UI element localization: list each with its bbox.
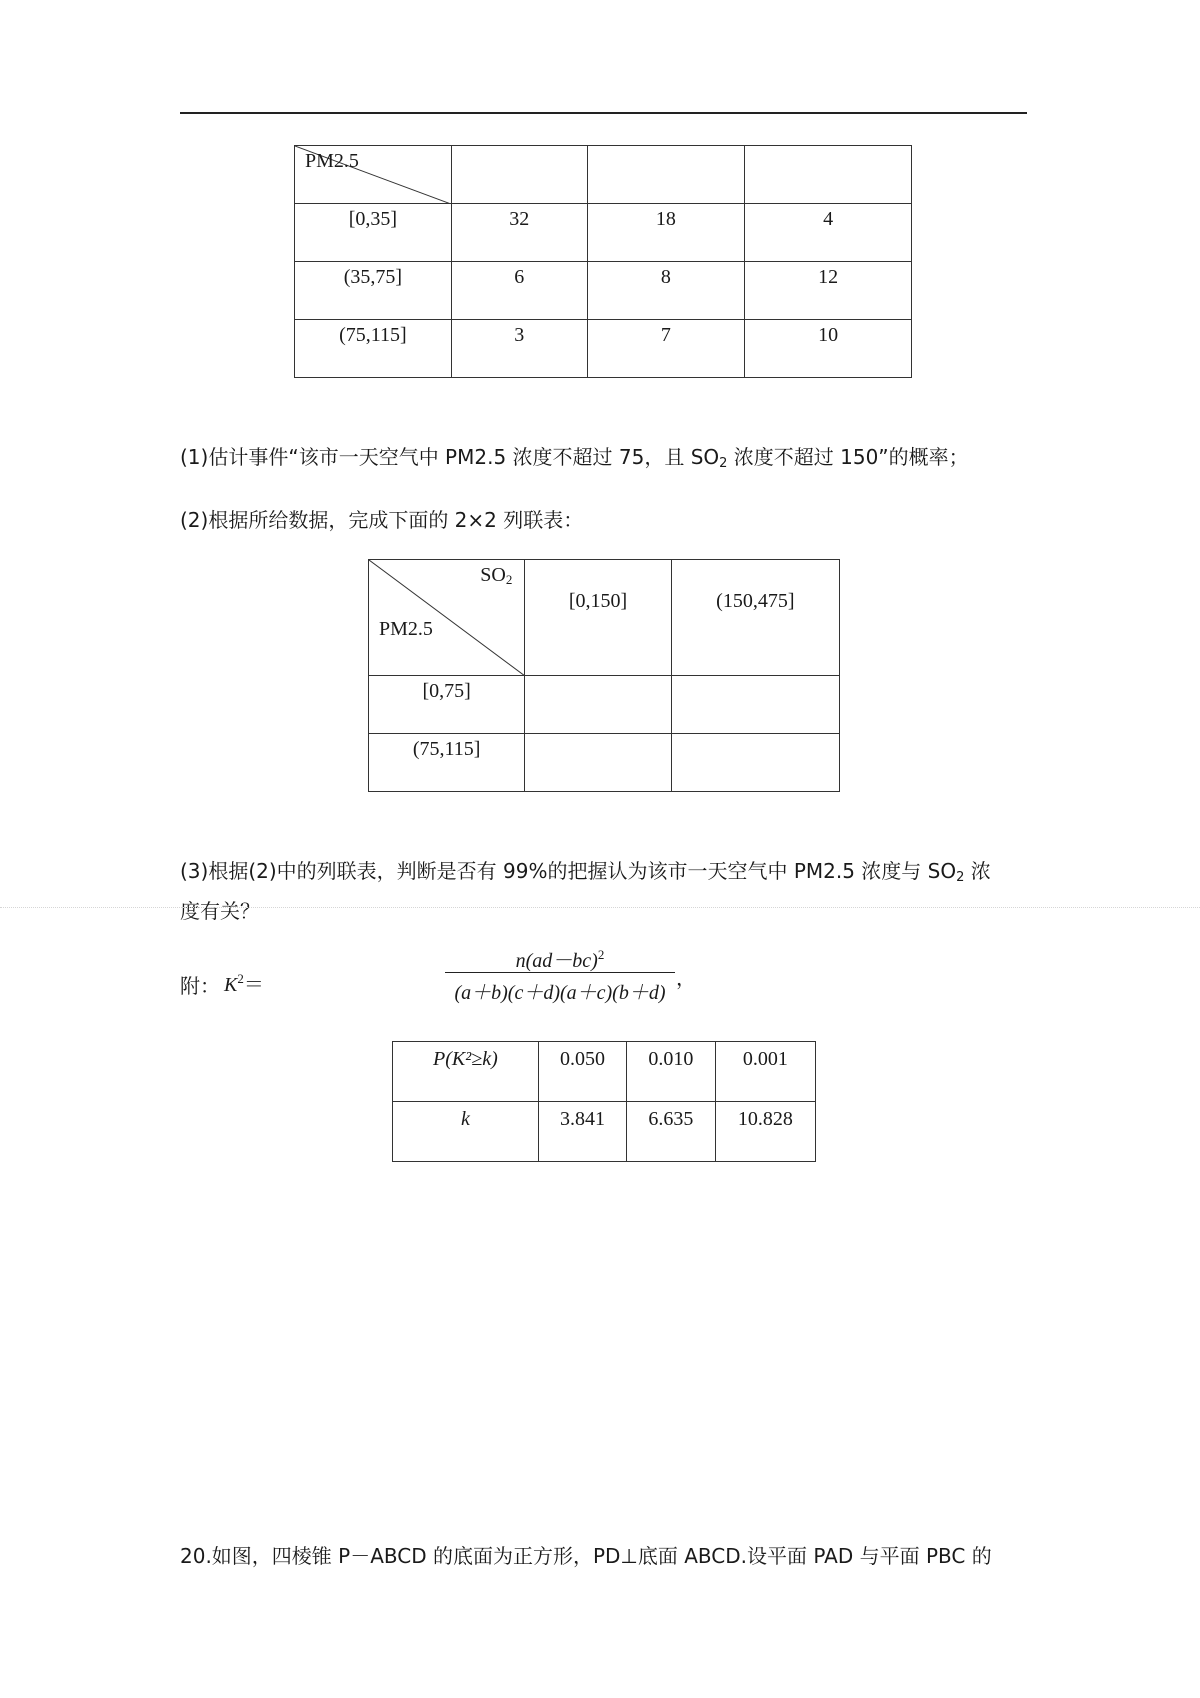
row-label: (75,115] <box>369 734 525 792</box>
formula-numerator: $n(ad-bc)^2$ <box>515 947 605 972</box>
table-row <box>369 676 840 734</box>
table-cell: 10 <box>745 320 912 378</box>
table-cell: 10.828 <box>715 1102 815 1162</box>
formula-suffix: ， <box>676 966 696 990</box>
table-cell <box>671 676 839 734</box>
table-cell <box>671 734 839 792</box>
contingency-table <box>368 559 840 792</box>
table-cell: 8 <box>587 262 745 320</box>
table-row <box>393 1042 816 1102</box>
table-cell: 7 <box>587 320 745 378</box>
header-cell: [0,150] <box>525 560 671 676</box>
table-row <box>369 560 840 676</box>
formula-denominator: (a＋b)(c＋d)(a＋c)(b＋d) <box>454 982 666 1004</box>
corner-bottom-label: PM2.5 <box>379 618 433 640</box>
row-label: (75,115] <box>295 320 452 378</box>
critical-value-table <box>392 1041 816 1162</box>
header-cell: (150,475] <box>671 560 839 676</box>
table-cell <box>525 676 671 734</box>
formula-lhs: $K^2=$ <box>224 971 264 996</box>
fraction-bar <box>445 972 675 973</box>
table-cell: 18 <box>587 204 745 262</box>
table-cell: 4 <box>745 204 912 262</box>
table-cell: 0.001 <box>715 1042 815 1102</box>
table-row <box>295 146 912 204</box>
table-cell: 3 <box>451 320 587 378</box>
table-cell: k <box>393 1102 539 1162</box>
table-cell: 6.635 <box>627 1102 715 1162</box>
table-cell: 0.010 <box>627 1042 715 1102</box>
header-cell <box>745 146 912 204</box>
question-20: 20.如图，四棱锥 P－ABCD 的底面为正方形，PD⊥底面 ABCD.设平面 PAD 与平面 PBC 的 <box>180 1544 992 1568</box>
header-cell <box>587 146 745 204</box>
corner-top-label: $SO_2$ <box>480 564 513 587</box>
table-cell: 32 <box>451 204 587 262</box>
row-label: (35,75] <box>295 262 452 320</box>
question-2: (2)根据所给数据，完成下面的 2×2 列联表： <box>180 508 584 532</box>
table-cell: P(K²≥k) <box>393 1042 539 1102</box>
table-row <box>295 204 912 262</box>
table-cell: 3.841 <box>538 1102 626 1162</box>
row-label: [0,75] <box>369 676 525 734</box>
question-1: (1)估计事件“该市一天空气中 PM2.5 浓度不超过 75，且 $SO_2$ 浓度不超过 150”的概率； <box>180 445 969 471</box>
table-row <box>295 262 912 320</box>
corner-label: PM2.5 <box>305 150 359 172</box>
corner-cell <box>369 560 525 676</box>
top-rule <box>180 112 1027 114</box>
table-row <box>369 734 840 792</box>
table-cell <box>525 734 671 792</box>
table-cell: 6 <box>451 262 587 320</box>
table-cell: 0.050 <box>538 1042 626 1102</box>
pm25-so2-frequency-table <box>294 145 912 378</box>
table-row <box>295 320 912 378</box>
row-label: [0,35] <box>295 204 452 262</box>
page-divider <box>0 907 1200 908</box>
corner-cell <box>295 146 452 204</box>
header-cell <box>451 146 587 204</box>
question-3-line-1: (3)根据(2)中的列联表，判断是否有 99%的把握认为该市一天空气中 PM2.5 浓度与 $SO_2$ 浓 <box>180 859 991 885</box>
question-3-line-2: 度有关？ <box>180 899 260 923</box>
formula-prefix: 附： <box>180 974 220 998</box>
table-row <box>393 1102 816 1162</box>
table-cell: 12 <box>745 262 912 320</box>
